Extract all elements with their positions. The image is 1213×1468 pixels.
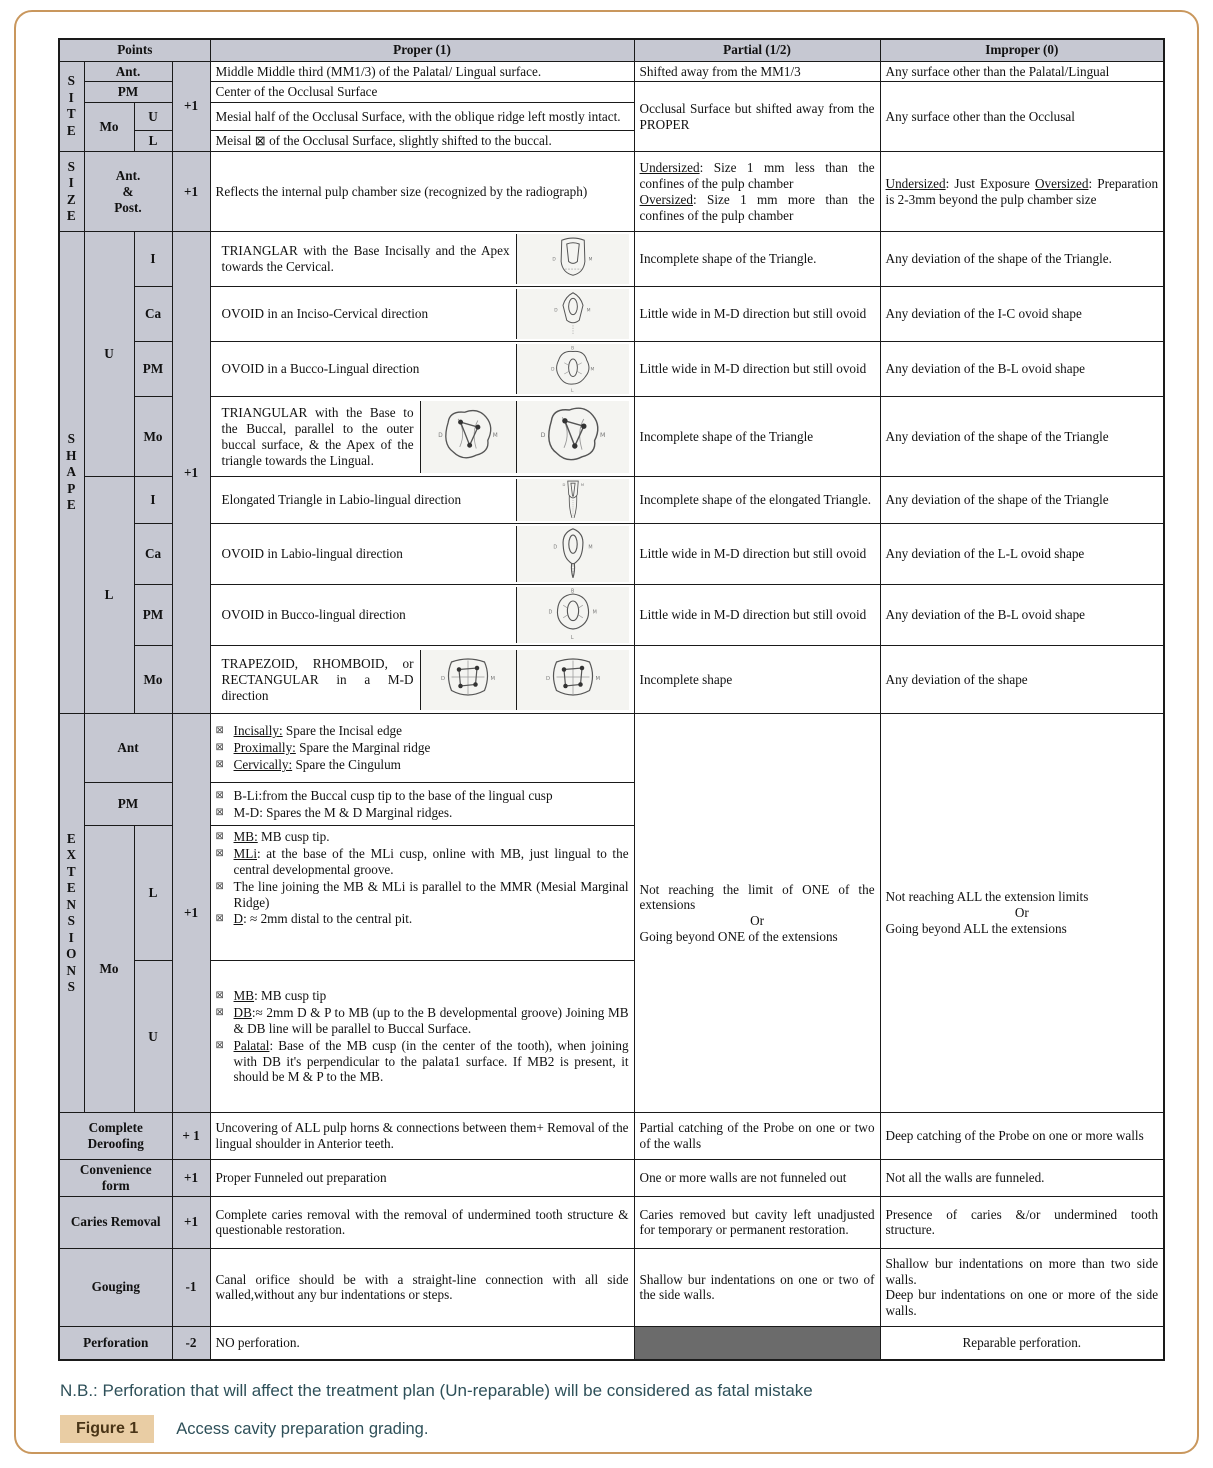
site-row-pm	[59, 82, 1164, 103]
proper-cell: ⊠ B-Li:from the Buccal cusp tip to the base of the lingual cusp ⊠ M-D: Spares the M & D Marginal ridges.	[210, 783, 634, 826]
extensions-sub-mo: Mo	[84, 826, 134, 1113]
partial-cell: Incomplete shape	[634, 646, 880, 714]
header-improper: Improper (0)	[880, 39, 1164, 61]
tooth-diagram-upper-molar-b	[516, 401, 629, 473]
proper-cell: Meisal ⊠ of the Occlusal Surface, slightly shifted to the buccal.	[210, 131, 634, 152]
tooth-diagram-lower-incisor	[516, 479, 629, 521]
improper-cell: Any deviation of the L-L ovoid shape	[880, 524, 1164, 585]
proper-cell	[210, 585, 634, 646]
site-sub-ant: Ant.	[84, 61, 172, 82]
site-sub-mo-u: U	[134, 103, 172, 131]
site-sub-mo: Mo	[84, 103, 134, 152]
shape-row-u-mo	[59, 397, 1164, 477]
partial-cell: Little wide in M-D direction but still ovoid	[634, 585, 880, 646]
shape-row-u-i	[59, 232, 1164, 287]
row-convenience-form	[59, 1160, 1164, 1197]
proper-text: OVOID in Bucco-lingual direction	[221, 607, 406, 623]
proper-text: OVOID in a Bucco-Lingual direction	[221, 361, 420, 377]
row-label: Caries Removal	[59, 1196, 172, 1248]
tooth-diagram-upper-molar-a	[420, 401, 516, 473]
improper-cell: Not reaching ALL the extension limits Or Going beyond ALL the extensions	[880, 714, 1164, 1113]
header-partial: Partial (1/2)	[634, 39, 880, 61]
partial-cell-blocked	[634, 1326, 880, 1360]
improper-cell: Any surface other than the Palatal/Lingual	[880, 61, 1164, 82]
partial-cell: Shallow bur indentations on one or two of the side walls.	[634, 1248, 880, 1326]
shape-tooth-u-i: I	[134, 232, 172, 287]
shape-row-l-ca	[59, 524, 1164, 585]
proper-text: TRIANGLAR with the Base Incisally and the Apex towards the Cervical.	[221, 243, 510, 275]
improper-cell: Undersized: Just Exposure Oversized: Preparation is 2-3mm beyond the pulp chamber size	[880, 152, 1164, 232]
partial-cell: Undersized: Size 1 mm less than the confines of the pulp chamber Oversized: Size 1 mm more than the confines of the pulp chamber	[634, 152, 880, 232]
shape-points: +1	[172, 232, 210, 714]
shape-row-l-mo	[59, 646, 1164, 714]
improper-cell: Any deviation of the B-L ovoid shape	[880, 585, 1164, 646]
shape-row-u-ca	[59, 287, 1164, 342]
proper-cell: Complete caries removal with the removal of undermined tooth structure & questionable restoration.	[210, 1196, 634, 1248]
improper-cell: Deep catching of the Probe on one or more walls	[880, 1113, 1164, 1160]
proper-cell: Middle Middle third (MM1/3) of the Palatal/ Lingual surface.	[210, 61, 634, 82]
proper-cell	[210, 646, 634, 714]
shape-row-u-pm	[59, 342, 1164, 397]
partial-cell: Little wide in M-D direction but still ovoid	[634, 287, 880, 342]
proper-cell	[210, 342, 634, 397]
proper-cell	[210, 477, 634, 524]
grading-table	[58, 38, 1165, 1361]
partial-cell: Incomplete shape of the elongated Triangle.	[634, 477, 880, 524]
figure-caption-row	[60, 1415, 1197, 1443]
improper-cell: Any deviation of the shape of the Triangle	[880, 477, 1164, 524]
partial-cell: Shifted away from the MM1/3	[634, 61, 880, 82]
header-points: Points	[59, 39, 210, 61]
improper-cell: Any deviation of the B-L ovoid shape	[880, 342, 1164, 397]
tooth-diagram-lower-premolar	[516, 587, 629, 643]
proper-cell: Mesial half of the Occlusal Surface, with the oblique ridge left mostly intact.	[210, 103, 634, 131]
partial-cell: Little wide in M-D direction but still ovoid	[634, 524, 880, 585]
tooth-diagram-lower-canine	[516, 526, 629, 582]
size-points: +1	[172, 152, 210, 232]
tooth-diagram-upper-premolar	[516, 344, 629, 394]
improper-cell: Any deviation of the shape	[880, 646, 1164, 714]
proper-cell	[210, 524, 634, 585]
shape-row-l-i	[59, 477, 1164, 524]
figure-label: Figure 1	[60, 1415, 154, 1443]
proper-cell: Center of the Occlusal Surface	[210, 82, 634, 103]
row-label: Perforation	[59, 1326, 172, 1360]
shape-tooth-u-mo: Mo	[134, 397, 172, 477]
extensions-section-label: EXTENSIONS	[59, 714, 84, 1113]
proper-cell	[210, 287, 634, 342]
shape-tooth-l-mo: Mo	[134, 646, 172, 714]
extensions-sub-mo-l: L	[134, 826, 172, 961]
proper-cell: Canal orifice should be with a straight-line connection with all side walled,without any bur indentations or steps.	[210, 1248, 634, 1326]
partial-cell: Incomplete shape of the Triangle.	[634, 232, 880, 287]
shape-tooth-l-i: I	[134, 477, 172, 524]
partial-cell: Partial catching of the Probe on one or two of the walls	[634, 1113, 880, 1160]
proper-text: Elongated Triangle in Labio-lingual direction	[221, 492, 462, 508]
shape-tooth-u-pm: PM	[134, 342, 172, 397]
improper-cell: Not all the walls are funneled.	[880, 1160, 1164, 1197]
row-caries-removal	[59, 1196, 1164, 1248]
improper-cell: Any deviation of the shape of the Triangle	[880, 397, 1164, 477]
nb-note: N.B.: Perforation that will affect the treatment plan (Un-reparable) will be considered as fatal mistake	[60, 1381, 813, 1401]
shape-tooth-l-ca: Ca	[134, 524, 172, 585]
row-label: Complete Deroofing	[59, 1113, 172, 1160]
site-row-ant	[59, 61, 1164, 82]
row-complete-deroofing	[59, 1113, 1164, 1160]
proper-cell: Reflects the internal pulp chamber size (recognized by the radiograph)	[210, 152, 634, 232]
row-points: +1	[172, 1196, 210, 1248]
shape-section-label: SHAPE	[59, 232, 84, 714]
proper-cell: Uncovering of ALL pulp horns & connections between them+ Removal of the lingual shoulder in Anterior teeth.	[210, 1113, 634, 1160]
shape-row-l-pm	[59, 585, 1164, 646]
partial-cell: Caries removed but cavity left unadjusted for temporary or permanent restoration.	[634, 1196, 880, 1248]
site-sub-mo-l: L	[134, 131, 172, 152]
tooth-diagram-lower-molar-a	[420, 650, 516, 710]
proper-cell	[210, 232, 634, 287]
extensions-points: +1	[172, 714, 210, 1113]
paper-page	[14, 10, 1199, 1454]
row-points: -2	[172, 1326, 210, 1360]
row-label: Gouging	[59, 1248, 172, 1326]
tooth-diagram-upper-incisor	[516, 234, 629, 284]
extensions-sub-ant: Ant	[84, 714, 172, 783]
improper-cell: Shallow bur indentations on more than two side walls. Deep bur indentations on one or more of the side walls.	[880, 1248, 1164, 1326]
shape-tooth-l-pm: PM	[134, 585, 172, 646]
site-points: +1	[172, 61, 210, 152]
row-points: + 1	[172, 1113, 210, 1160]
figure-caption: Access cavity preparation grading.	[176, 1419, 429, 1438]
shape-tooth-u-ca: Ca	[134, 287, 172, 342]
proper-text: OVOID in Labio-lingual direction	[221, 546, 403, 562]
size-section-label: SIZE	[59, 152, 84, 232]
improper-cell: Any deviation of the I-C ovoid shape	[880, 287, 1164, 342]
size-sub-ant-post: Ant. & Post.	[84, 152, 172, 232]
proper-text: TRAPEZOID, RHOMBOID, or RECTANGULAR in a M-D direction	[221, 655, 414, 703]
site-section-label: SITE	[59, 61, 84, 152]
shape-sub-lower: L	[84, 477, 134, 714]
extensions-sub-mo-u: U	[134, 961, 172, 1113]
size-row	[59, 152, 1164, 232]
row-gouging	[59, 1248, 1164, 1326]
site-sub-pm: PM	[84, 82, 172, 103]
partial-cell: Not reaching the limit of ONE of the extensions Or Going beyond ONE of the extensions	[634, 714, 880, 1113]
row-perforation	[59, 1326, 1164, 1360]
proper-cell: NO perforation.	[210, 1326, 634, 1360]
improper-cell: Any deviation of the shape of the Triangle.	[880, 232, 1164, 287]
proper-cell: ⊠ Incisally: Spare the Incisal edge ⊠ Proximally: Spare the Marginal ridge ⊠ Cervically: Spare the Cingulum	[210, 714, 634, 783]
improper-cell: Any surface other than the Occlusal	[880, 82, 1164, 152]
improper-cell: Presence of caries &/or undermined tooth structure.	[880, 1196, 1164, 1248]
extensions-row-ant	[59, 714, 1164, 783]
proper-cell: Proper Funneled out preparation	[210, 1160, 634, 1197]
proper-cell: ⊠ MB: MB cusp tip. ⊠ MLi: at the base of the MLi cusp, online with MB, just lingual to the central developmental groove. ⊠ The line joining the MB & MLi is parallel to the MMR (Mesial Marginal Ridge) ⊠ D: ≈ 2mm distal to the central pit.	[210, 826, 634, 961]
proper-cell: ⊠ MB: MB cusp tip ⊠ DB:≈ 2mm D & P to MB (up to the B developmental groove) Joining MB & DB line will be parallel to Buccal Surface. ⊠ Palatal: Base of the MB cusp (in the center of the tooth), when joining with DB it's perpendicular to the palata1 surface. If MB2 is present, it should be M & P to the MB.	[210, 961, 634, 1113]
extensions-sub-pm: PM	[84, 783, 172, 826]
row-points: -1	[172, 1248, 210, 1326]
partial-cell: Incomplete shape of the Triangle	[634, 397, 880, 477]
shape-sub-upper: U	[84, 232, 134, 477]
proper-text: TRIANGULAR with the Base to the Buccal, parallel to the outer buccal surface, & the Apex of the triangle towards the Lingual.	[221, 405, 414, 468]
header-proper: Proper (1)	[210, 39, 634, 61]
partial-cell: Little wide in M-D direction but still ovoid	[634, 342, 880, 397]
tooth-diagram-upper-canine	[516, 289, 629, 339]
row-points: +1	[172, 1160, 210, 1197]
partial-cell: One or more walls are not funneled out	[634, 1160, 880, 1197]
improper-cell: Reparable perforation.	[880, 1326, 1164, 1360]
proper-text: OVOID in an Inciso-Cervical direction	[221, 306, 429, 322]
table-header-row	[59, 39, 1164, 61]
row-label: Convenience form	[59, 1160, 172, 1197]
partial-cell: Occlusal Surface but shifted away from the PROPER	[634, 82, 880, 152]
tooth-diagram-lower-molar-b	[516, 650, 629, 710]
proper-cell	[210, 397, 634, 477]
